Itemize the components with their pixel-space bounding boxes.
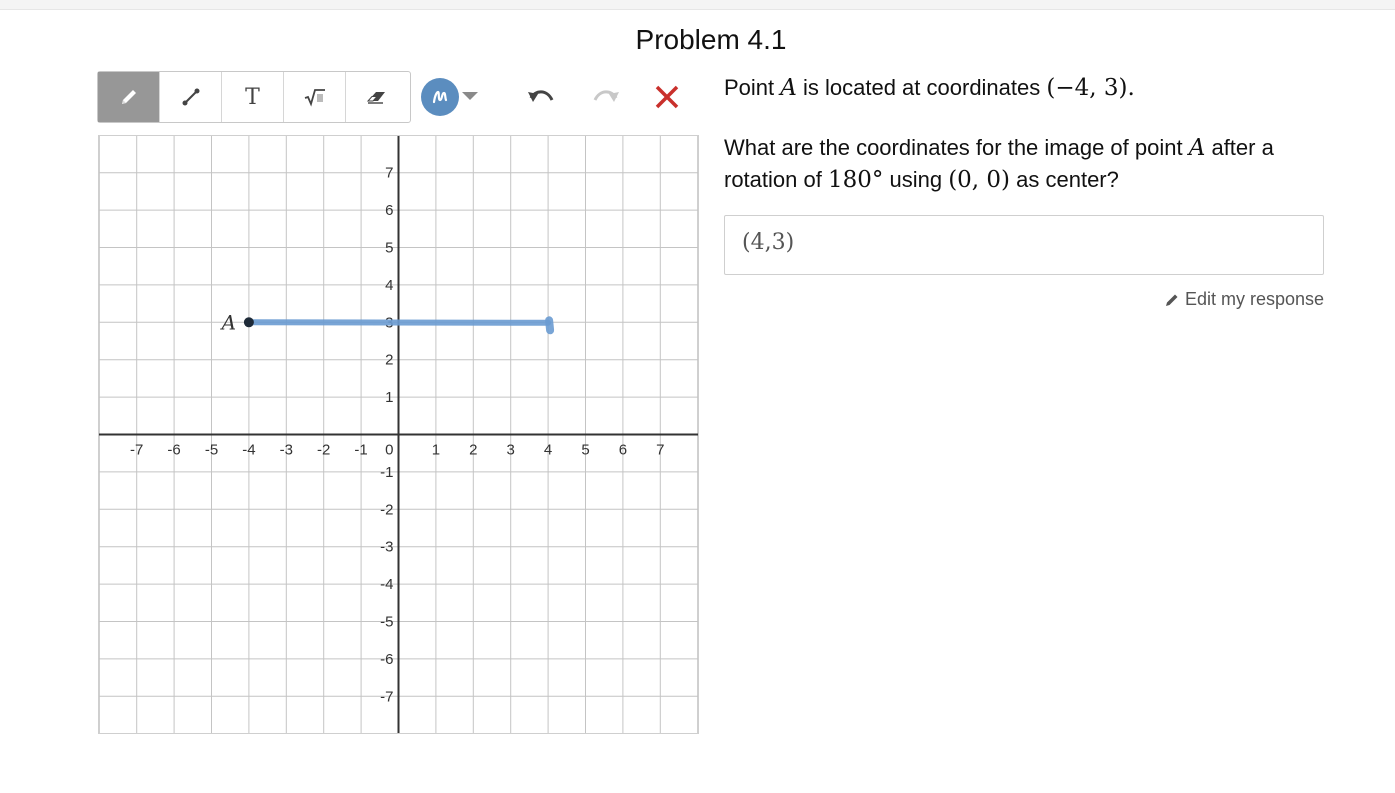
x-tick-label: -7 <box>130 441 144 459</box>
undo-button[interactable] <box>525 82 559 112</box>
coordinate-grid-canvas[interactable] <box>98 135 699 734</box>
x-tick-label: -3 <box>279 441 293 459</box>
rotation-center: (0, 0) <box>948 167 1011 193</box>
x-tick-label: 5 <box>581 441 590 459</box>
y-tick-label: 2 <box>385 351 394 369</box>
x-tick-label: 6 <box>618 441 628 459</box>
eraser-tool-button[interactable] <box>346 72 408 122</box>
answer-field[interactable]: (4,3) <box>724 215 1324 275</box>
question-line-1: Point A is located at coordinates (−4, 3). <box>724 75 1135 101</box>
pen-color-button[interactable] <box>421 78 459 116</box>
redo-arrow-icon <box>588 82 622 112</box>
clear-all-button[interactable] <box>652 82 682 112</box>
drawn-stroke <box>249 322 548 323</box>
y-tick-label: -3 <box>380 538 394 556</box>
text-tool-button[interactable] <box>222 72 284 122</box>
point-a-label: A <box>221 310 237 335</box>
math-tool-button[interactable] <box>284 72 346 122</box>
line-segment-icon <box>180 86 202 108</box>
x-tick-label: -6 <box>167 441 181 459</box>
y-tick-label: -4 <box>380 576 394 594</box>
page-title: Problem 4.1 <box>635 24 787 55</box>
edit-response-label: Edit my response <box>1184 289 1324 309</box>
line-tool-button[interactable] <box>160 72 222 122</box>
x-tick-label: 2 <box>469 441 478 459</box>
y-tick-label: -2 <box>380 501 394 519</box>
x-tick-label: -4 <box>242 441 256 459</box>
x-tick-label: -2 <box>317 441 331 459</box>
y-tick-label: -7 <box>380 688 394 706</box>
point-coordinates: (−4, 3). <box>1046 75 1135 101</box>
edit-response-link[interactable] <box>1160 289 1324 310</box>
x-tick-label: 1 <box>431 441 441 459</box>
rotation-angle: 180° <box>827 167 884 193</box>
origin-label: 0 <box>385 441 394 459</box>
math-sqrt-icon <box>303 86 327 108</box>
drawing-toolbar <box>97 71 411 123</box>
y-tick-label: 3 <box>385 314 394 332</box>
question-text <box>724 72 1324 196</box>
x-tick-label: 3 <box>506 441 515 459</box>
close-x-icon <box>652 82 682 112</box>
y-tick-label: -5 <box>380 613 394 631</box>
point-name: A <box>780 75 797 101</box>
drawn-stroke-end <box>549 320 550 330</box>
x-tick-label: -1 <box>354 441 368 459</box>
x-tick-label: 7 <box>656 441 665 459</box>
pencil-icon <box>1164 292 1180 308</box>
y-tick-label: 5 <box>385 239 394 257</box>
coordinate-grid <box>99 136 698 733</box>
x-tick-label: 4 <box>543 441 553 459</box>
y-tick-label: 7 <box>385 164 394 182</box>
y-tick-label: -1 <box>380 463 394 481</box>
eraser-icon <box>365 86 389 108</box>
squiggle-icon <box>430 87 450 107</box>
y-tick-label: 4 <box>385 276 394 294</box>
x-tick-label: -5 <box>204 441 219 459</box>
question-line-2: What are the coordinates for the image of point A after a rotation of 180° using (0, 0) as center? <box>724 135 1274 193</box>
text-tool-icon: T <box>245 84 260 110</box>
pencil-icon <box>118 86 140 108</box>
y-tick-label: 6 <box>385 202 394 220</box>
top-bar <box>0 0 1395 10</box>
undo-arrow-icon <box>525 82 559 112</box>
y-tick-label: 1 <box>385 389 394 407</box>
y-tick-label: -6 <box>380 650 394 668</box>
color-dropdown-chevron-icon[interactable] <box>462 92 478 100</box>
point-name-2: A <box>1188 135 1206 161</box>
point-a-marker <box>244 317 254 327</box>
pencil-tool-button[interactable] <box>98 72 160 122</box>
redo-button[interactable] <box>588 82 622 112</box>
